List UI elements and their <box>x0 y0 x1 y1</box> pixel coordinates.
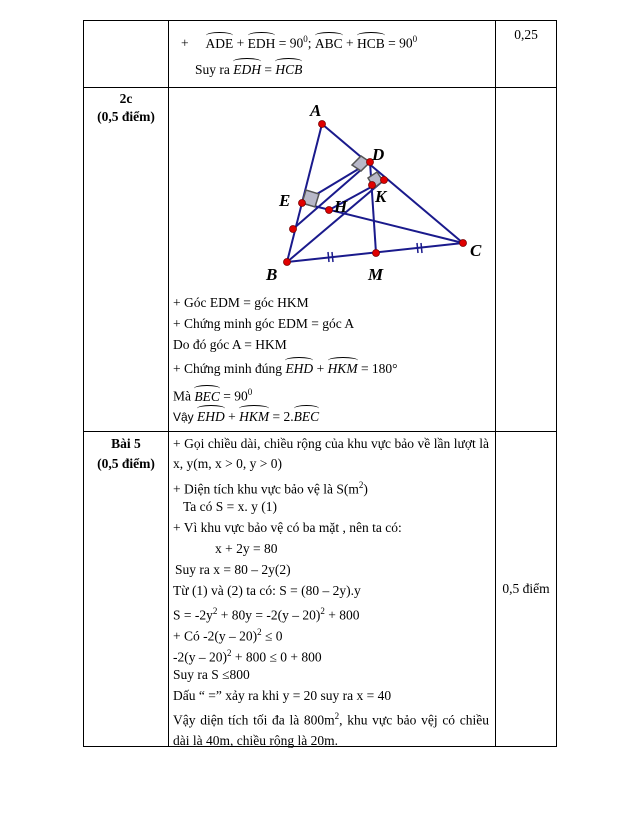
score-cell <box>496 21 557 88</box>
text-line: + Vì khu vực bảo vệ có ba mặt , nên ta có: <box>173 520 402 535</box>
point-A <box>319 121 326 128</box>
score-cell <box>496 432 557 747</box>
equation-line: Suy ra EDH = HCB <box>195 62 303 77</box>
geometry-figure <box>169 88 495 288</box>
text-line: + Có -2(y – 20)$^2$ ≤ 0 <box>173 627 283 644</box>
content-cell <box>169 432 496 747</box>
table-row <box>84 21 557 88</box>
text-paragraph: Vậy diện tích tối đa là $800m^2$, khu vực bảo vệj có chiều dài là 40m, chiều rộng là 20m. <box>173 711 489 748</box>
tick-mark <box>332 252 333 262</box>
label-B: B <box>266 265 278 284</box>
text-line: Suy ra x = 80 – 2y(2) <box>175 562 291 577</box>
text-line: Ta có S = x. y (1) <box>183 499 278 514</box>
text-line: + Góc EDM = góc HKM <box>173 295 309 310</box>
question-number: 2c <box>119 91 133 106</box>
table-row <box>84 432 557 747</box>
label-K: K <box>375 187 387 206</box>
point-B <box>284 259 291 266</box>
score-text: 0,25 <box>514 27 538 42</box>
label-M: M <box>368 265 384 284</box>
question-points: (0,5 điểm) <box>97 109 155 124</box>
label-cell <box>84 88 169 432</box>
label-cell <box>84 432 169 747</box>
point-C <box>460 240 467 247</box>
label-cell <box>84 21 169 88</box>
label-E: E <box>279 191 291 210</box>
point-E <box>299 200 306 207</box>
text-line: Dấu “ =” xảy ra khi y = 20 suy ra x = 40 <box>173 688 392 703</box>
point-H <box>326 207 333 214</box>
label-A: A <box>310 101 322 120</box>
point-K-foot <box>381 177 388 184</box>
text-line: $S = -2y^2 + 80y = -2(y - 20)^2 + 800$ <box>173 606 360 623</box>
label-C: C <box>470 241 482 260</box>
text-line: x + 2y = 80 <box>215 541 278 556</box>
score-text: 0,5 điểm <box>502 581 550 596</box>
equation-line: + ADE + EDH = $90^0$; ABC + HCB = $90^0$ <box>181 34 418 51</box>
text-line: Do đó góc A = HKM <box>173 337 287 352</box>
tick-mark <box>417 243 418 253</box>
content-cell <box>169 21 496 88</box>
tick-mark <box>328 252 329 262</box>
text-line: -2(y – 20)$^2$ + 800 ≤ 0 + 800 <box>173 648 322 665</box>
point-M <box>373 250 380 257</box>
score-cell <box>496 88 557 432</box>
equation-line: Mà BEC = $90^0$ <box>173 387 253 404</box>
content-cell <box>169 88 496 432</box>
point-F <box>290 226 297 233</box>
question-number: Bài 5 <box>111 436 141 451</box>
label-D: D <box>372 145 385 164</box>
table-row <box>84 88 557 432</box>
equation-line: + Chứng minh đúng EHD + HKM = 180° <box>173 361 398 376</box>
text-line: Suy ra S ≤800 <box>173 667 250 682</box>
text-line: + Chứng minh góc EDM = góc A <box>173 316 355 331</box>
tick-mark <box>421 243 422 253</box>
text-line: + Diện tích khu vực bảo vệ là $S(m^2)$ <box>173 480 368 497</box>
label-H: H <box>334 197 348 216</box>
equation-line: Vậy EHD + HKM = 2.BEC <box>173 409 320 424</box>
text-line: Từ (1) và (2) ta có: S = (80 – 2y).y <box>173 583 361 598</box>
answer-table <box>83 20 557 747</box>
text-paragraph: + Gọi chiều dài, chiều rộng của khu vực bảo về lần lượt là x, y(m, x > 0, y > 0) <box>173 436 489 471</box>
question-points: (0,5 điểm) <box>97 456 155 471</box>
